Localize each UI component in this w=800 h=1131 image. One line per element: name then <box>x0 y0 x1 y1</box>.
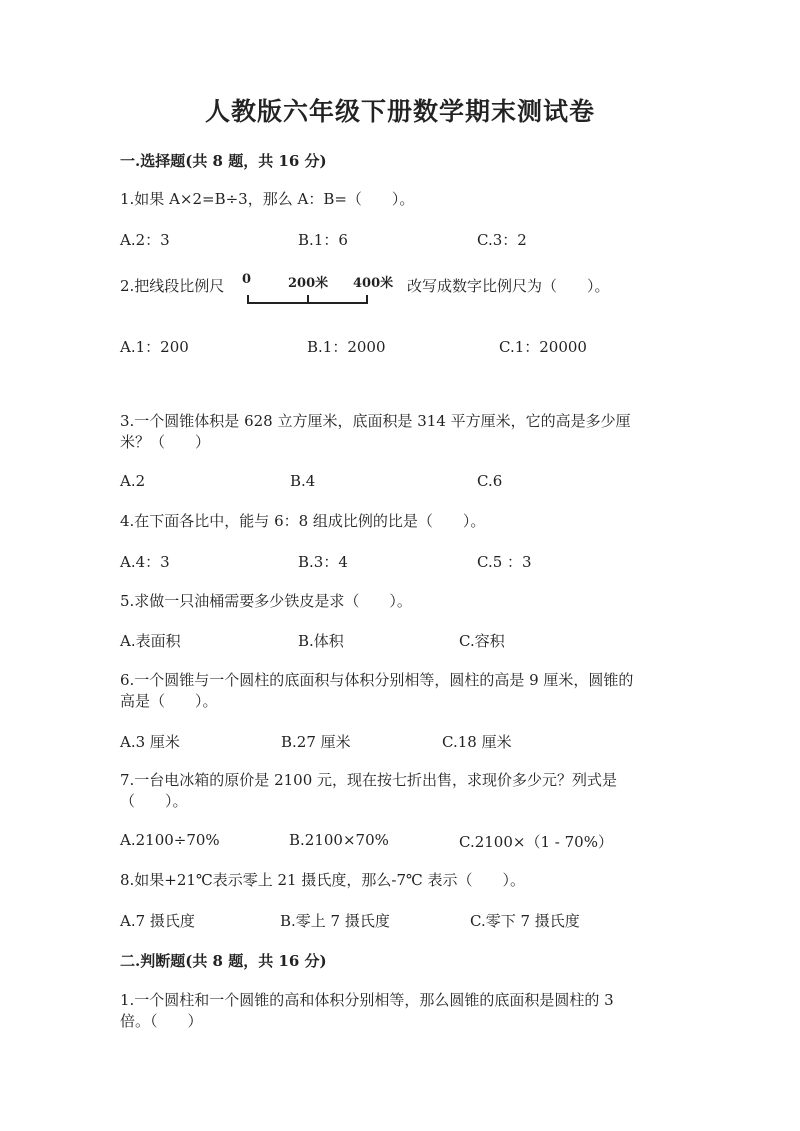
q7-option-c: C.2100×（1 - 70%） <box>459 833 613 851</box>
question-3-line2: 米？（ ） <box>120 433 211 451</box>
q2-option-b: B.1：2000 <box>307 338 386 356</box>
q5-option-a: A.表面积 <box>120 632 181 650</box>
question-8: 8.如果+21℃表示零上 21 摄氏度，那么-7℃ 表示（ ）。 <box>120 871 526 889</box>
q3-option-b: B.4 <box>290 472 316 490</box>
scale-label-400: 400米 <box>353 276 394 291</box>
q4-option-a: A.4：3 <box>120 553 170 571</box>
section-heading-choice: 一.选择题(共 8 题，共 16 分) <box>120 152 327 170</box>
question-6-line2: 高是（ ）。 <box>120 692 218 710</box>
section-heading-judgment: 二.判断题(共 8 题，共 16 分) <box>120 952 327 970</box>
q7-option-b: B.2100×70% <box>289 831 389 849</box>
question-6-line1: 6.一个圆锥与一个圆柱的底面积与体积分别相等，圆柱的高是 9 厘米，圆锥的 <box>120 671 634 689</box>
q1-option-a: A.2：3 <box>120 231 170 249</box>
question-5: 5.求做一只油桶需要多少铁皮是求（ ）。 <box>120 592 412 610</box>
q7-option-a: A.2100÷70% <box>120 831 220 849</box>
question-2-part2: 改写成数字比例尺为（ ）。 <box>407 277 610 295</box>
question-3-line1: 3.一个圆锥体积是 628 立方厘米，底面积是 314 平方厘米，它的高是多少厘 <box>120 412 631 430</box>
q2-option-c: C.1：20000 <box>499 338 587 356</box>
scale-tick-200 <box>307 295 309 303</box>
scale-tick-0 <box>247 295 249 303</box>
q6-option-c: C.18 厘米 <box>442 733 512 751</box>
q1-option-c: C.3：2 <box>477 231 527 249</box>
q6-option-b: B.27 厘米 <box>281 733 351 751</box>
q6-option-a: A.3 厘米 <box>120 733 180 751</box>
q5-option-b: B.体积 <box>298 632 344 650</box>
q4-option-b: B.3：4 <box>298 553 348 571</box>
q4-option-c: C.5 ：3 <box>477 553 532 571</box>
q5-option-c: C.容积 <box>459 632 505 650</box>
scale-label-200: 200米 <box>288 276 329 291</box>
judgment-question-1-line2: 倍。（ ） <box>120 1012 203 1030</box>
question-4: 4.在下面各比中，能与 6：8 组成比例的比是（ ）。 <box>120 512 486 530</box>
q8-option-c: C.零下 7 摄氏度 <box>470 912 580 930</box>
q2-option-a: A.1：200 <box>120 338 189 356</box>
q1-option-b: B.1：6 <box>298 231 348 249</box>
q3-option-a: A.2 <box>120 472 146 490</box>
question-1: 1.如果 A×2=B÷3，那么 A：B=（ ）。 <box>120 190 415 208</box>
question-7-line2: （ ）。 <box>120 792 188 810</box>
q3-option-c: C.6 <box>477 472 503 490</box>
line-scale-figure <box>237 272 397 318</box>
page-title: 人教版六年级下册数学期末测试卷 <box>204 97 595 126</box>
question-7-line1: 7.一台电冰箱的原价是 2100 元，现在按七折出售，求现价多少元？列式是 <box>120 771 618 789</box>
q8-option-b: B.零上 7 摄氏度 <box>280 912 390 930</box>
scale-tick-400 <box>366 295 368 303</box>
q8-option-a: A.7 摄氏度 <box>120 912 195 930</box>
question-2-part1: 2.把线段比例尺 <box>120 277 225 295</box>
judgment-question-1-line1: 1.一个圆柱和一个圆锥的高和体积分别相等，那么圆锥的底面积是圆柱的 3 <box>120 991 614 1009</box>
scale-label-0: 0 <box>242 272 252 287</box>
